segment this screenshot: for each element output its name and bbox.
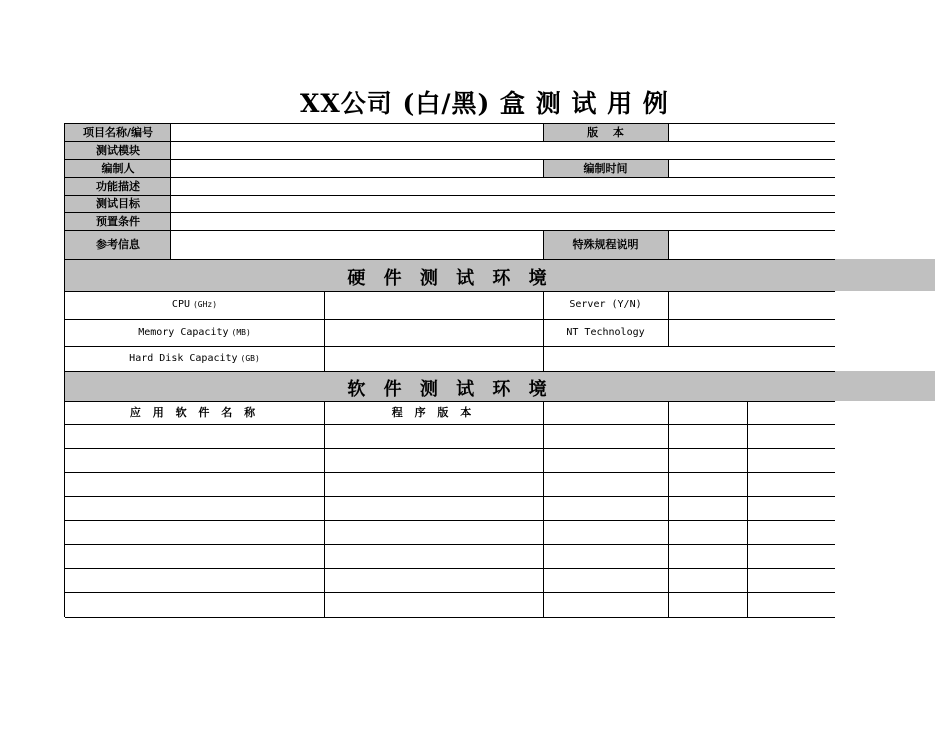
software-section-title: 软 件 测 试 环 境 — [347, 379, 553, 400]
grid-hline — [65, 159, 835, 160]
disk-text: Hard Disk Capacity — [129, 352, 238, 364]
grid-vline — [668, 401, 669, 617]
grid-vline — [668, 123, 669, 141]
grid-hline — [65, 496, 835, 497]
grid-vline — [543, 291, 544, 371]
label-special-rules: 特殊规程说明 — [543, 230, 668, 259]
label-version: 版 本 — [543, 123, 668, 141]
memory-text: Memory Capacity — [138, 326, 229, 338]
grid-hline — [65, 448, 835, 449]
grid-hline — [65, 544, 835, 545]
cpu-text: CPU — [171, 299, 190, 310]
grid-hline — [65, 291, 835, 292]
grid-vline — [543, 401, 544, 617]
grid-hline — [65, 195, 835, 196]
grid-hline — [65, 592, 835, 593]
memory-unit: (MB) — [231, 327, 251, 337]
label-test-module: 测试模块 — [65, 141, 171, 159]
software-col-app-name: 应 用 软 件 名 称 — [129, 406, 260, 419]
grid-hline — [65, 346, 835, 347]
grid-hline — [65, 123, 835, 124]
hardware-cpu-label — [65, 291, 324, 319]
label-function-desc: 功能描述 — [65, 177, 171, 195]
grid-vline — [324, 401, 325, 617]
software-col-version: 程 序 版 本 — [391, 406, 476, 419]
grid-hline — [65, 617, 835, 618]
grid-hline — [65, 259, 835, 260]
disk-unit: (GB) — [240, 353, 260, 363]
label-preconditions: 预置条件 — [65, 212, 171, 230]
grid-hline — [65, 141, 835, 142]
hardware-nt-label: NT Technology — [566, 326, 645, 338]
label-test-goal: 测试目标 — [65, 195, 171, 212]
grid-hline — [65, 472, 835, 473]
hardware-memory-label — [65, 319, 324, 346]
grid-vline — [543, 123, 544, 141]
grid-hline — [65, 230, 835, 231]
grid-vline — [668, 230, 669, 259]
hardware-section-title: 硬 件 测 试 环 境 — [347, 268, 553, 289]
grid-vline — [543, 230, 544, 259]
page-title: XX公司 (白/黑) 盒 测 试 用 例 — [300, 89, 669, 118]
grid-hline — [65, 319, 835, 320]
label-project-name: 项目名称/编号 — [65, 123, 171, 141]
grid-vline — [324, 291, 325, 371]
cpu-unit: (GHz) — [192, 300, 218, 309]
label-author-time: 编制时间 — [543, 159, 668, 177]
grid-vline — [543, 159, 544, 177]
grid-vline — [668, 291, 669, 346]
grid-hline — [65, 401, 835, 402]
grid-vline — [170, 123, 171, 259]
grid-hline — [65, 520, 835, 521]
grid-hline — [65, 371, 835, 372]
hardware-server-label: Server (Y/N) — [569, 299, 642, 310]
label-author: 编制人 — [65, 159, 171, 177]
hardware-disk-label — [65, 346, 324, 371]
grid-hline — [65, 212, 835, 213]
grid-hline — [65, 177, 835, 178]
grid-hline — [65, 568, 835, 569]
label-reference: 参考信息 — [65, 230, 171, 259]
grid-vline — [747, 401, 748, 617]
grid-vline — [64, 123, 65, 617]
grid-hline — [65, 424, 835, 425]
grid-vline — [668, 159, 669, 177]
